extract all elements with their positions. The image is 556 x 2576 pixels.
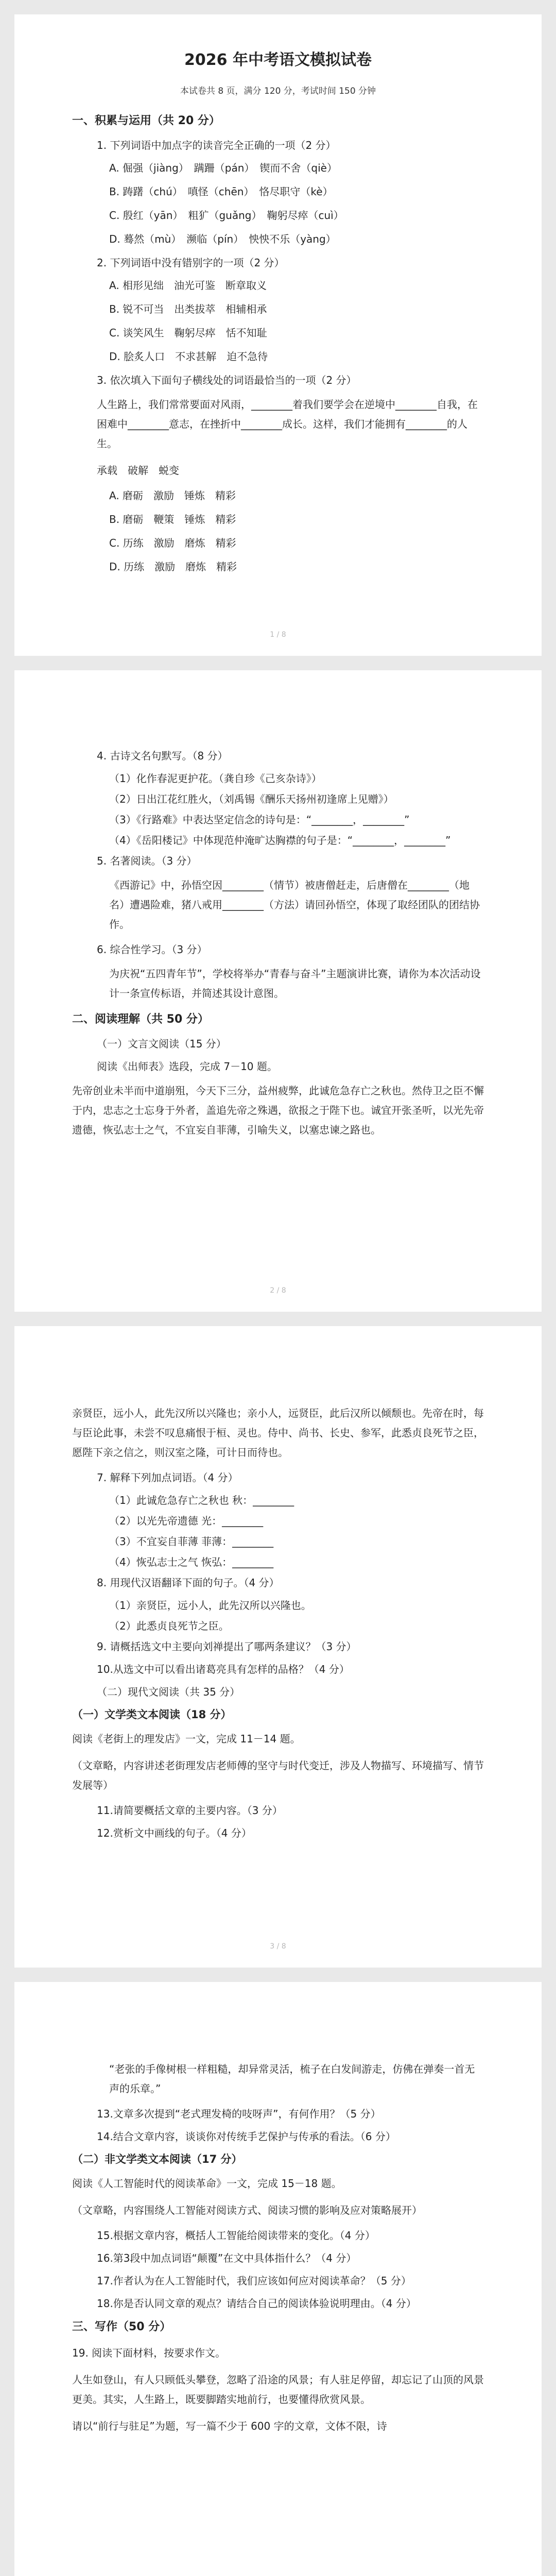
- question: 13.文章多次提到“老式理发椅的吱呀声”，有何作用？（5 分）: [97, 2108, 381, 2120]
- section-heading: 三、写作（50 分）: [72, 2320, 171, 2333]
- question: 4. 古诗文名句默写。（8 分）: [97, 750, 228, 762]
- option: B. 锐不可当 出类拔萃 相辅相承: [109, 303, 267, 316]
- question: 12.赏析文中画线的句子。（4 分）: [97, 1826, 252, 1839]
- question-item: （1）此诚危急存亡之秋也 秋：________: [109, 1494, 294, 1506]
- page-number: 2 / 8: [270, 1286, 286, 1295]
- question: 2. 下列词语中没有错别字的一项（2 分）: [97, 257, 285, 269]
- question: 3. 依次填入下面句子横线处的词语最恰当的一项（2 分）: [97, 374, 357, 387]
- question: 14.结合文章内容，谈谈你对传统手艺保护与传承的看法。（6 分）: [97, 2130, 396, 2143]
- question-item: （3）《行路难》中表达坚定信念的诗句是：“________，________”: [109, 814, 410, 826]
- question: 5. 名著阅读。（3 分）: [97, 855, 197, 867]
- question: 16.第3段中加点词语“颠覆”在文中具体指什么？（4 分）: [97, 2251, 357, 2264]
- option: C. 殷红（yān） 粗犷（guǎng） 鞠躬尽瘁（cuì）: [109, 209, 344, 222]
- option: C. 谈笑风生 鞠躬尽瘁 恬不知耻: [109, 327, 267, 340]
- question: 18.你是否认同文章的观点？请结合自己的阅读体验说明理由。（4 分）: [97, 2297, 416, 2310]
- reading-passage: 先帝创业未半而中道崩殂，今天下三分，益州疲弊，此诚危急存亡之秋也。然侍卫之臣不懈于内，忠志之士忘身于外者，盖追先帝之殊遇，欲报之于陛下也。诚宜开张圣听，以光先帝遗德，恢弘志士之气，不宜妄自菲薄，引喻失义，以塞忠谏之路也。: [72, 1084, 484, 1137]
- question-item: （2）日出江花红胜火，（刘禹锡《酬乐天扬州初逢席上见赠》）: [109, 793, 394, 805]
- option: D. 脍炙人口 不求甚解 迫不急待: [109, 350, 268, 363]
- question-text: 《西游记》中，孙悟空因________（情节）被唐僧赶走，后唐僧在________（地名）遭遇险难，猪八戒用________（方法）请回孙悟空，体现了取经团队的团结协作。: [109, 879, 480, 930]
- question: 17.作者认为在人工智能时代，我们应该如何应对阅读革命？（5 分）: [97, 2274, 411, 2287]
- section-heading: 二、阅读理解（共 50 分）: [72, 1013, 209, 1026]
- question: 10.从选文中可以看出诸葛亮具有怎样的品格？（4 分）: [97, 1663, 350, 1675]
- question: 15.根据文章内容，概括人工智能给阅读带来的变化。（4 分）: [97, 2229, 375, 2242]
- reading-passage: 亲贤臣，远小人，此先汉所以兴隆也；亲小人，远贤臣，此后汉所以倾颓也。先帝在时，每与臣论此事，未尝不叹息痛恨于桓、灵也。侍中、尚书、长史、参军，此悉贞良死节之臣，愿陛下亲之信之，则汉室之隆，可计日而待也。: [72, 1407, 484, 1459]
- exam-page-4: [14, 1982, 542, 2576]
- question-item: （2）以光先帝遗德 光：________: [109, 1515, 264, 1527]
- question-item: （4）恢弘志士之气 恢弘：________: [109, 1556, 274, 1568]
- page-number: 3 / 8: [270, 1942, 286, 1951]
- subsection-heading: （二）现代文阅读（共 35 分）: [97, 1686, 240, 1698]
- writing-material: 请以“前行与驻足”为题，写一篇不少于 600 字的文章，文体不限，诗: [72, 2419, 387, 2432]
- question: 11.请简要概括文章的主要内容。（3 分）: [97, 1804, 283, 1817]
- reading-intro: 阅读《出师表》选段，完成 7－10 题。: [97, 1060, 277, 1073]
- exam-page-2: [14, 670, 542, 1312]
- question-item: （3）不宜妄自菲薄 菲薄：________: [109, 1535, 274, 1548]
- question-item: （4）《岳阳楼记》中体现范仲淹旷达胸襟的句子是：“________，________”: [109, 834, 451, 846]
- question-text: 为庆祝“五四青年节”，学校将举办“青春与奋斗”主题演讲比赛，请你为本次活动设计一条宣传标语，并简述其设计意图。: [109, 968, 481, 999]
- quoted-sentence: “老张的手像树根一样粗糙，却异常灵活，梳子在白发间游走，仿佛在弹奏一首无声的乐章。”: [109, 2063, 475, 2095]
- option: B. 踌躇（chú） 嗔怪（chēn） 恪尽职守（kè）: [109, 185, 333, 198]
- section-heading: 一、积累与运用（共 20 分）: [72, 114, 220, 128]
- option: D. 蓦然（mù） 濒临（pín） 怏怏不乐（yàng）: [109, 233, 336, 246]
- option: A. 相形见绌 油光可鉴 断章取义: [109, 279, 267, 292]
- option: C. 历练 激励 磨炼 精彩: [109, 537, 236, 550]
- option: B. 磨砺 鞭策 锤炼 精彩: [109, 513, 236, 526]
- exam-title: 2026 年中考语文模拟试卷: [184, 51, 372, 69]
- option: A. 磨砺 激励 锤炼 精彩: [109, 489, 236, 502]
- subsection-heading: （二）非文学类文本阅读（17 分）: [72, 2153, 242, 2165]
- reading-note: （文章略，内容讲述老街理发店老师傅的坚守与时代变迁，涉及人物描写、环境描写、情节发展等）: [72, 1759, 484, 1791]
- question-item: （1）亲贤臣，远小人，此先汉所以兴隆也。: [109, 1599, 311, 1612]
- question: 19. 阅读下面材料，按要求作文。: [72, 2346, 226, 2359]
- question-item: （1）化作春泥更护花。（龚自珍《己亥杂诗》）: [109, 772, 322, 785]
- question-item: （2）此悉贞良死节之臣。: [109, 1620, 229, 1632]
- page-number: 1 / 8: [270, 630, 286, 639]
- subsection-heading: （一）文学类文本阅读（18 分）: [72, 1708, 232, 1721]
- reading-intro: 阅读《人工智能时代的阅读革命》一文，完成 15－18 题。: [72, 2177, 342, 2190]
- exam-meta: 本试卷共 8 页，满分 120 分，考试时间 150 分钟: [180, 86, 376, 96]
- reading-intro: 阅读《老街上的理发店》一文，完成 11－14 题。: [72, 1732, 301, 1745]
- question: 6. 综合性学习。（3 分）: [97, 943, 207, 956]
- option: A. 倔强（jiàng） 蹒跚（pán） 锲而不舍（qiè）: [109, 162, 337, 175]
- exam-page-1: [14, 14, 542, 656]
- question: 7. 解释下列加点词语。（4 分）: [97, 1471, 238, 1484]
- subsection-heading: （一）文言文阅读（15 分）: [97, 1038, 227, 1050]
- question: 1. 下列词语中加点字的读音完全正确的一项（2 分）: [97, 139, 336, 152]
- reading-note: （文章略，内容围绕人工智能对阅读方式、阅读习惯的影响及应对策略展开）: [72, 2204, 422, 2216]
- question: 9. 请概括选文中主要向刘禅提出了哪两条建议？（3 分）: [97, 1640, 357, 1653]
- question: 8. 用现代汉语翻译下面的句子。（4 分）: [97, 1577, 280, 1589]
- exam-page-3: [14, 1326, 542, 1968]
- writing-material: 人生如登山，有人只顾低头攀登，忽略了沿途的风景；有人驻足停留，却忘记了山顶的风景更美。其实，人生路上，既要脚踏实地前行，也要懂得欣赏风景。: [72, 2373, 484, 2405]
- question-text: 人生路上，我们常常要面对风雨，________着我们要学会在逆境中________自我，在困难中________意志，在挫折中________成长。这样，我们才能拥有________的人生。: [97, 398, 478, 450]
- question-text: 承载 破解 蜕变: [97, 464, 179, 477]
- option: D. 历练 激励 磨炼 精彩: [109, 561, 237, 573]
